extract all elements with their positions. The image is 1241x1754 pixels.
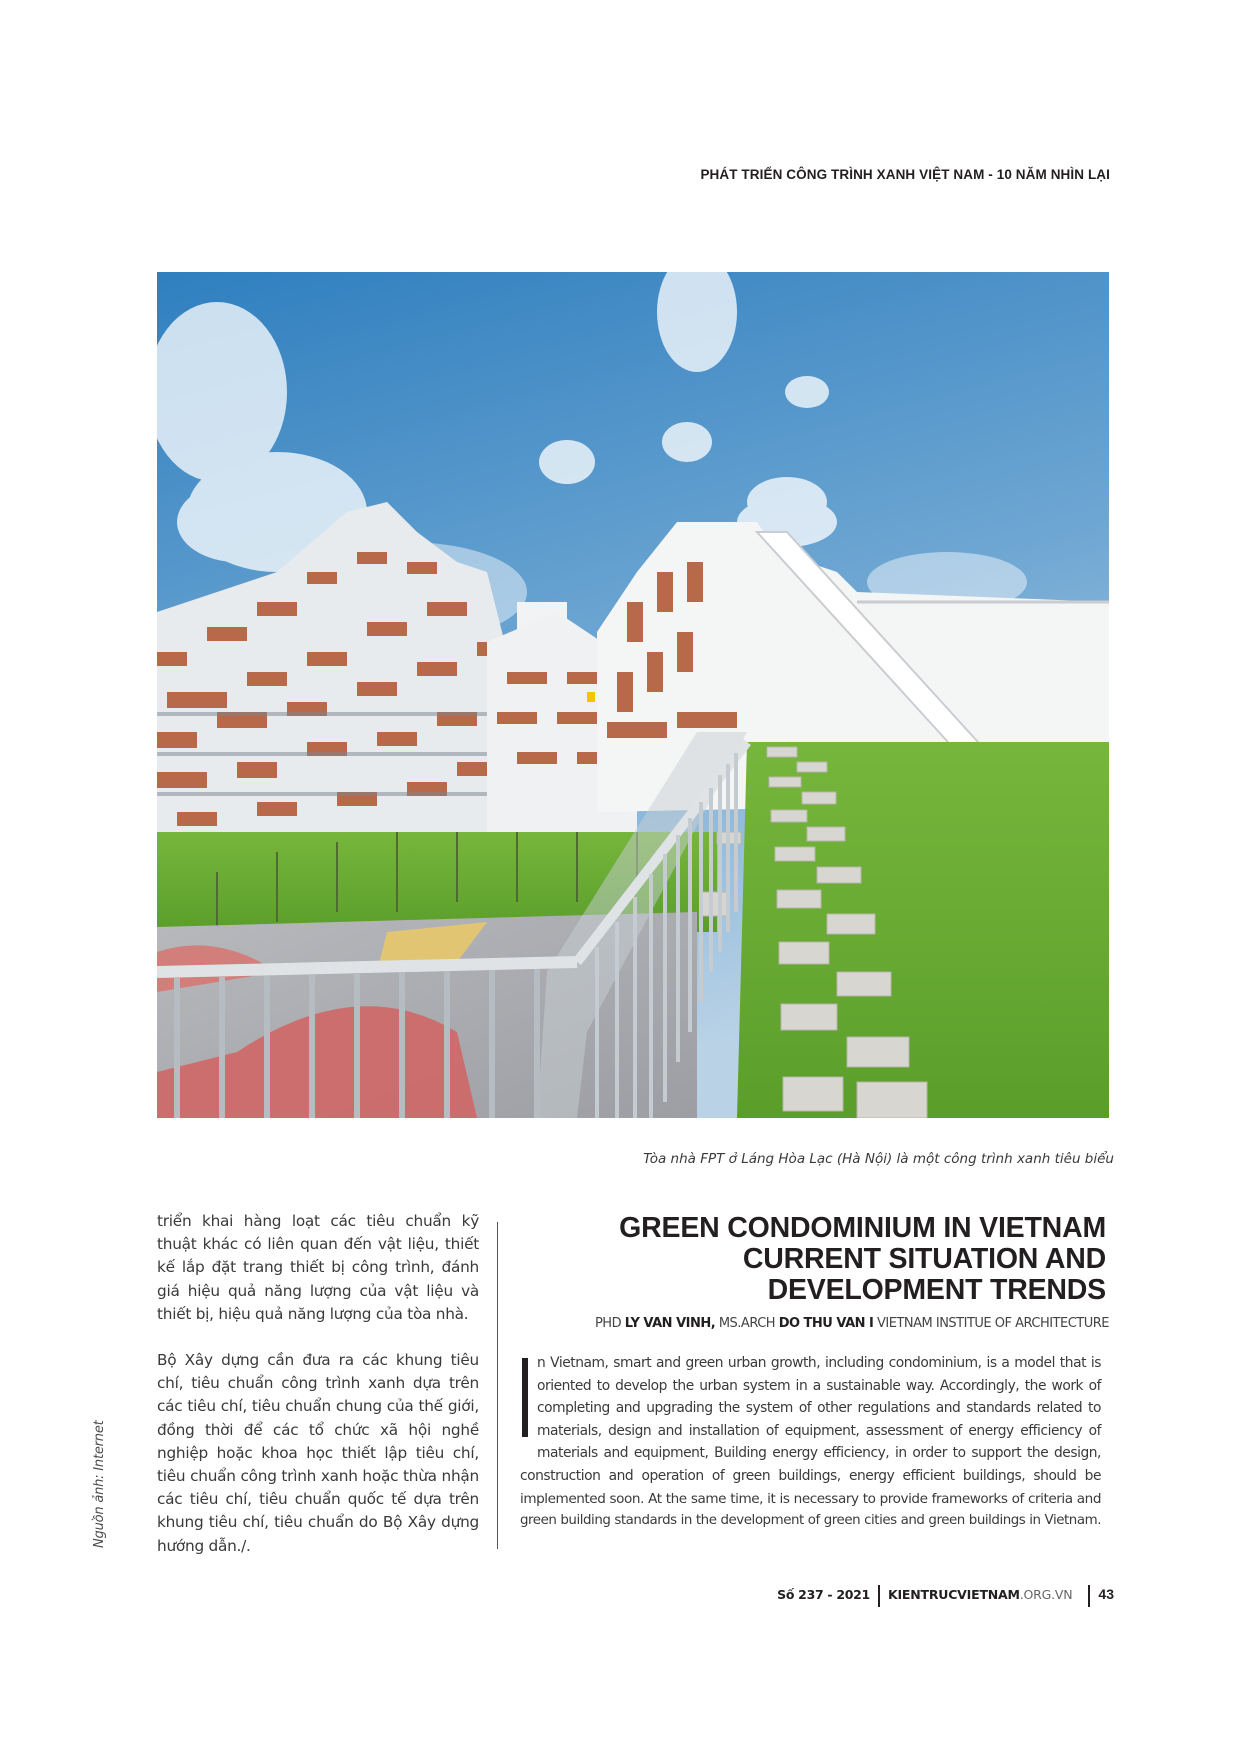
abstract-line: oriented to develop the urban system in a sustainable way. Accordingly, the work of [537, 1377, 1101, 1394]
drop-cap-i [522, 1358, 528, 1437]
author-name: DO THU VAN I [778, 1316, 874, 1331]
website[interactable] [880, 1585, 1088, 1602]
abstract-line: implemented soon. At the same time, it is necessary to provide frameworks of criteria and [520, 1490, 1101, 1507]
abstract-line: green building standards in the development of green cities and green buildings in Vietnam. [520, 1513, 1101, 1529]
abstract-line: materials, design and installation of equipment, assessment of energy efficiency of [537, 1422, 1101, 1439]
title-line: DEVELOPMENT TRENDS [767, 1274, 1106, 1306]
abstract-line: n Vietnam, smart and green urban growth, including condominium, is a model that is [537, 1355, 1101, 1371]
page-footer [777, 1585, 1114, 1607]
author-name: LY VAN VINH, [624, 1316, 716, 1331]
english-abstract [520, 1352, 1101, 1533]
abstract-line: completing and upgrading the system of other regulations and standards related to [537, 1400, 1101, 1417]
website-domain: .ORG.VN [1019, 1587, 1073, 1602]
body-paragraph: Bộ Xây dựng cần đưa ra các khung tiêu chí, tiêu chuẩn công trình xanh dựa trên các tiêu chí, tiêu chuẩn chung của thế giới, đồng thời để các tổ chức xã hội nghề nghiệp hoặc khoa học thiết lập tiêu chí, tiêu chuẩn công trình xanh hoặc thừa nhận các tiêu chí, tiêu chuẩn quốc tế dựa trên khung tiêu chí, tiêu chuẩn do Bộ Xây dựng hướng dẫn./. [157, 1351, 479, 1555]
photo-credit: Nguồn ảnh: Internet [92, 1420, 107, 1548]
issue-number: Số 237 - 2021 [777, 1587, 870, 1602]
byline [595, 1316, 1109, 1331]
abstract-line: construction and operation of green buildings, energy efficient buildings, should be [520, 1467, 1101, 1484]
page-number: 43 [1098, 1586, 1114, 1602]
affiliation: VIETNAM INSTITUE OF ARCHITECTURE [873, 1316, 1109, 1331]
rooftop-lawn [737, 742, 1109, 1118]
title-line: GREEN CONDOMINIUM IN VIETNAM [619, 1212, 1106, 1244]
byline-prefix: MS.ARCH [715, 1316, 779, 1331]
english-title [546, 1213, 1106, 1306]
body-paragraph: triển khai hàng loạt các tiêu chuẩn kỹ thuật khác có liên quan đến vật liệu, thiết kế lắp đặt trang thiết bị công trình, đánh giá hiệu quả năng lượng của vật liệu và thiết bị, hiệu quả năng lượng của tòa nhà. [157, 1212, 479, 1323]
photo-caption: Tòa nhà FPT ở Láng Hòa Lạc (Hà Nội) là một công trình xanh tiêu biểu [643, 1151, 1114, 1167]
feature-photo [157, 272, 1109, 1118]
title-line: CURRENT SITUATION AND [742, 1243, 1106, 1275]
photo-illustration [157, 272, 1109, 1118]
column-divider [497, 1222, 498, 1549]
abstract-line: materials and equipment, Building energy efficiency, in order to support the design, [537, 1445, 1101, 1462]
website-name: KIENTRUCVIETNAM [887, 1587, 1020, 1602]
byline-prefix: PHD [594, 1316, 625, 1331]
running-head: PHÁT TRIỂN CÔNG TRÌNH XANH VIỆT NAM - 10 NĂM NHÌN LẠI [700, 167, 1110, 182]
left-column [157, 1210, 479, 1581]
